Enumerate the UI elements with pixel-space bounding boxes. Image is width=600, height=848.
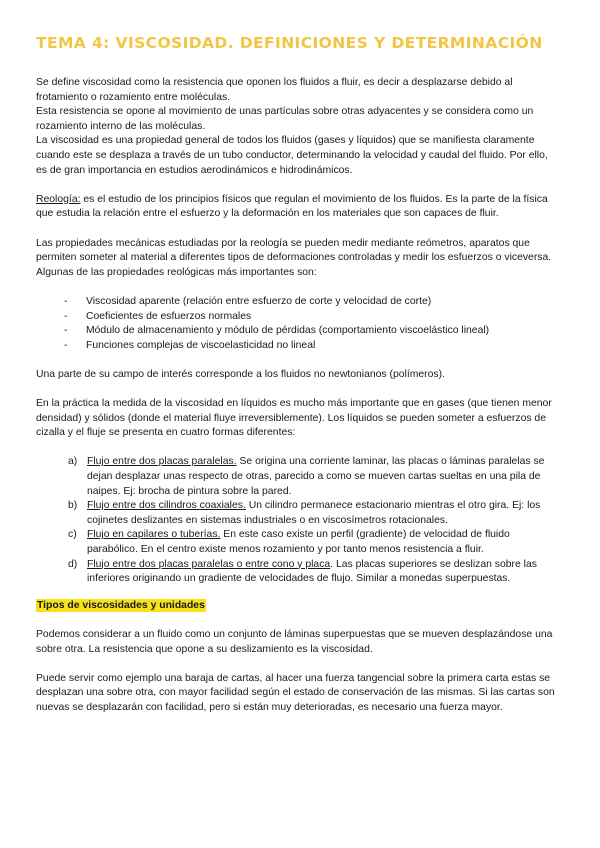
list-item: - Módulo de almacenamiento y módulo de pérdidas (comportamiento viscoelástico lineal) (64, 324, 560, 339)
no-newtonianos-paragraph: Una parte de su campo de interés corresponde a los fluidos no newtonianos (polímeros). (36, 368, 445, 380)
intro-line-1: Se define viscosidad como la resistencia que oponen los fluidos a fluir, es decir a desplazarse debido al frotamiento o rozamiento entre moléculas. (36, 77, 513, 103)
list-item (68, 455, 560, 499)
list-marker: d) (68, 558, 78, 570)
forma-term: Flujo en capilares o tuberías. (87, 529, 221, 541)
practica-paragraph: En la práctica la medida de la viscosidad en líquidos es mucho más importante que en gases (que tienen menor densidad) y sólidos (donde el material fluye irreversiblemente). Los líquidos se pueden someter a esfuerzos de cizalla y el fluje se presenta en cuatro formas diferentes: (36, 398, 552, 439)
forma-text: . Las placas superiores se deslizan sobre las inferiores originando un gradiente de velocidades de flujo. Similar a monedas superpuestas. (87, 558, 537, 585)
forma-text: Un cilindro permanece estacionario mientras el otro gira. Ej: los cojinetes deslizantes en sistemas industriales o en viscosímetros rotacionales. (87, 500, 541, 526)
list-item: - Funciones complejas de viscoelasticidad no lineal (64, 339, 560, 354)
list-marker: b) (68, 500, 78, 512)
list-marker: c) (68, 529, 77, 541)
list-item (68, 499, 560, 528)
forma-term: Flujo entre dos placas paralelas o entre cono y placa (87, 558, 331, 570)
section-heading: Tipos de viscosidades y unidades (37, 599, 205, 611)
list-item: - Coeficientes de esfuerzos normales (64, 310, 560, 325)
section-heading-wrap (36, 599, 560, 614)
forma-term: Flujo entre dos cilindros coaxiales. (87, 500, 246, 512)
forma-term: Flujo entre dos placas paralelas. (87, 456, 237, 468)
reologia-paragraph (36, 193, 560, 222)
intro-line-3: La viscosidad es una propiedad general de todos los fluidos (gases y líquidos) que se manifiesta claramente cuando este se desplaza a través de un tubo conductor, determinando la velocidad y caudal del fluido. Por ello, es de gran importancia en estudios aerodinámicos e hidrodinámicos. (36, 135, 548, 176)
section2-paragraph-1: Podemos considerar a un fluido como un conjunto de láminas superpuestas que se mueven desplazándose una sobre otra. La resistencia que opone a su deslizamiento es la viscosidad. (36, 628, 553, 655)
forma-text: Se origina una corriente laminar, las placas o láminas paralelas se dejan desplazar unas respecto de otras, parecido a como se mueven cartas sueltas en una pila de naipes. Ej: brocha de pintura sobre la pared. (87, 456, 545, 497)
propiedades-list (36, 295, 560, 353)
page-title: TEMA 4: VISCOSIDAD. DEFINICIONES Y DETERMINACIÓN (36, 34, 543, 52)
formas-list (36, 455, 560, 586)
section2-paragraph-2: Puede servir como ejemplo una baraja de cartas, al hacer una fuerza tangencial sobre la primera carta estas se desplazan una sobre otra, con mayor facilidad según el estado de conservación de las mismas. Si las cartas son nuevas se desplazarán con facilidad, pero si están muy deterioradas, es necesario una fuerza mayor. (36, 672, 555, 713)
propiedades-intro: Las propiedades mecánicas estudiadas por la reología se pueden medir mediante reómetros, aparatos que permiten someter al material a diferentes tipos de deformaciones controladas y medir los esfuerzos o viceversa. Algunas de las propiedades reológicas más importantes son: (36, 237, 552, 278)
list-item (68, 558, 560, 587)
intro-paragraph (36, 76, 560, 178)
list-item: - Viscosidad aparente (relación entre esfuerzo de corte y velocidad de corte) (64, 295, 560, 310)
reologia-term: Reología: (36, 193, 81, 205)
list-item (68, 528, 560, 557)
reologia-text: es el estudio de los principios físicos que regulan el movimiento de los fluidos. Es la parte de la física que estudia la relación entre el esfuerzo y la deformación en los materiales que son capaces de fluir. (36, 193, 548, 220)
list-marker: a) (68, 456, 78, 468)
document-body (36, 76, 560, 716)
intro-line-2: Esta resistencia se opone al movimiento de unas partículas sobre otras adyacentes y se considera como un rozamiento interno de las moléculas. (36, 106, 534, 132)
forma-text: En este caso existe un perfil (gradiente) de velocidad de fluido parabólico. En el centro existe menos rozamiento y por tanto menos resistencia a fluir. (87, 529, 510, 555)
